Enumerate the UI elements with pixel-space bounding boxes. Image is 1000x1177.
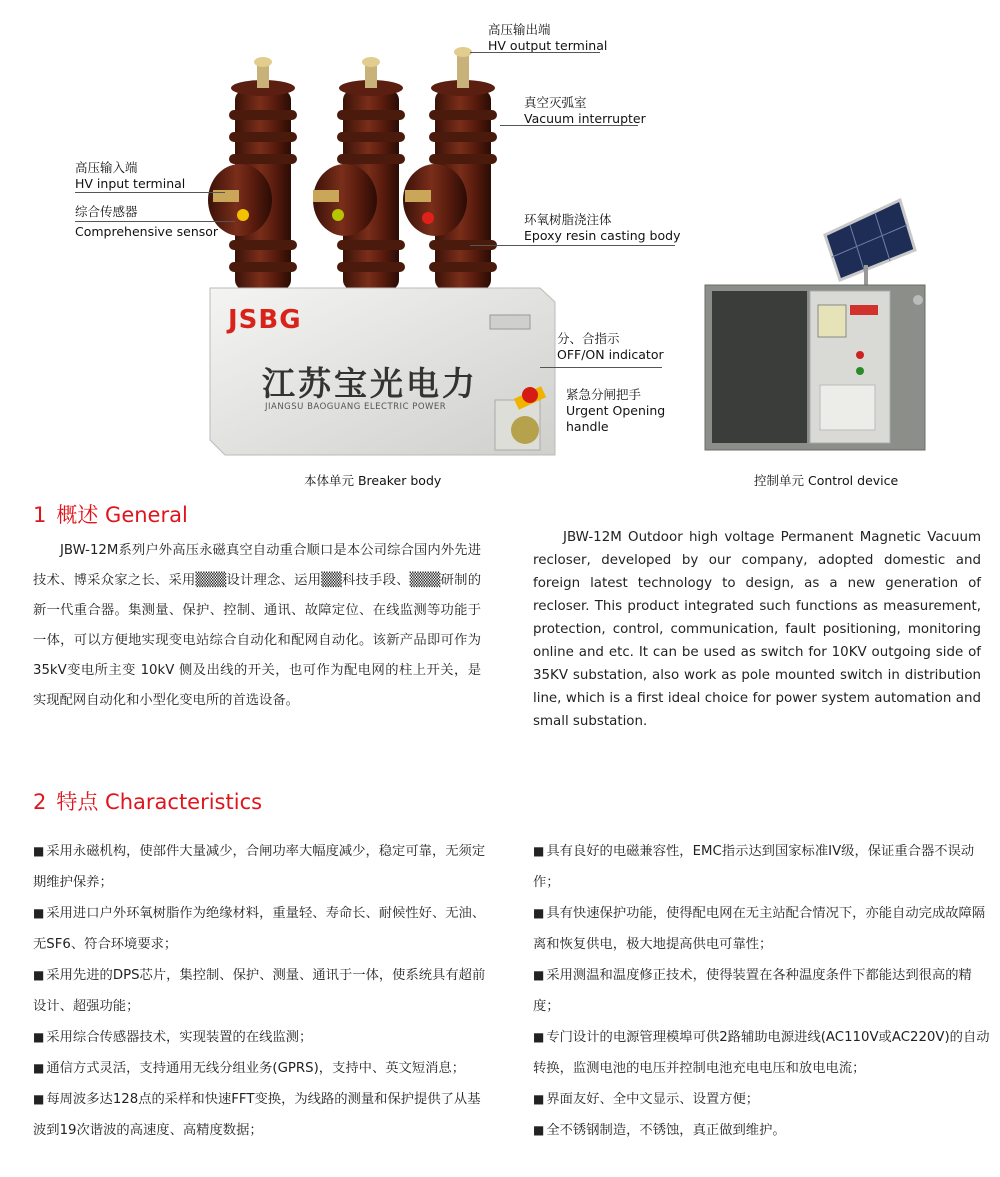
section-2-title	[33, 786, 262, 816]
section-number: 2	[33, 790, 47, 814]
list-item: ■ 界面友好、全中文显示、设置方便；	[533, 1092, 760, 1107]
company-name-en: JIANGSU BAOGUANG ELECTRIC POWER	[265, 402, 447, 412]
brand-logo: JSBG	[228, 305, 302, 335]
bullet-icon: ■	[533, 906, 545, 920]
list-item: ■ 采用进口户外环氧树脂作为绝缘材料，重量轻、寿命长、耐候性好、无油、无SF6、符合环境要求；	[33, 906, 486, 952]
caption-control-device: 控制单元 Control device	[754, 473, 899, 488]
callout-sensor: 综合传感器	[75, 204, 138, 219]
product-figure	[0, 0, 1000, 495]
section-title-text: 特点 Characteristics	[56, 790, 263, 814]
list-item: ■ 专门设计的电源管理模埠可供2路辅助电源进线(AC110V或AC220V)的自动转换，监测电池的电压并控制电池充电电压和放电电流；	[533, 1030, 990, 1076]
callout-handle: 紧急分闸把手 Urgent Opening handle	[566, 387, 666, 434]
bullet-icon: ■	[533, 1092, 545, 1106]
leader-line	[540, 367, 662, 368]
characteristics-right-list	[533, 836, 990, 1146]
leader-line	[470, 245, 675, 246]
callout-indicator: 分、合指示 OFF/ON indicator	[557, 331, 664, 362]
section-1-en-paragraph: JBW-12M Outdoor high voltage Permanent Magnetic Vacuum recloser, developed by our company, adopted domestic and foreign latest technology to design, as a new generation of recloser. This product integrated such functions as measurement, protection, control, communication, fault positioning, monitoring online and etc. It can be used as switch for 10KV outgoing side of 35KV substation, also work as pole mounted switch in distribution line, which is a first ideal choice for power system automation and small substation.	[533, 530, 981, 729]
bullet-icon: ■	[33, 844, 45, 858]
bullet-icon: ■	[33, 1092, 45, 1106]
section-1-title	[33, 499, 188, 529]
bullet-icon: ■	[533, 1030, 545, 1044]
list-item: ■ 全不锈钢制造，不锈蚀，真正做到维护。	[533, 1123, 786, 1138]
list-item: ■ 采用测温和温度修正技术，使得装置在各种温度条件下都能达到很高的精度；	[533, 968, 972, 1014]
list-item: ■ 通信方式灵活，支持通用无线分组业务(GPRS)，支持中、英文短消息；	[33, 1061, 466, 1076]
bullet-icon: ■	[33, 968, 45, 982]
list-item: ■ 采用永磁机构，使部件大量减少，合闸功率大幅度减少，稳定可靠，无须定期维护保养；	[33, 844, 486, 890]
section-title-text: 概述 General	[56, 503, 188, 527]
bullet-icon: ■	[33, 1061, 45, 1075]
list-item: ■ 具有快速保护功能，使得配电网在无主站配合情况下，亦能自动完成故障隔离和恢复供电，极大地提高供电可靠性；	[533, 906, 986, 952]
bullet-icon: ■	[33, 1030, 45, 1044]
leader-line	[470, 52, 600, 53]
list-item: ■ 每周波多达128点的采样和快速FFT变换，为线路的测量和保护提供了从基波到19次谐波的高速度、高精度数据；	[33, 1092, 481, 1138]
bullet-icon: ■	[533, 844, 545, 858]
list-item: ■ 具有良好的电磁兼容性，EMC指示达到国家标准IV级，保证重合器不误动作；	[533, 844, 975, 890]
bullet-icon: ■	[533, 1123, 545, 1137]
leader-line	[500, 125, 638, 126]
caption-breaker-body: 本体单元 Breaker body	[304, 473, 442, 488]
control-device-image	[700, 195, 935, 460]
characteristics-left-list	[33, 836, 488, 1146]
section-number: 1	[33, 503, 47, 527]
list-item: ■ 采用先进的DPS芯片，集控制、保护、测量、通讯于一体，使系统具有超前设计、超强功能；	[33, 968, 486, 1014]
callout-hv-input: 高压输入端 HV input terminal	[75, 160, 186, 191]
callout-hv-output: 高压输出端 HV output terminal	[488, 22, 608, 53]
callout-vacuum-interrupter: 真空灭弧室 Vacuum interrupter	[524, 95, 646, 126]
bullet-icon: ■	[533, 968, 545, 982]
leader-line	[75, 221, 235, 222]
callout-epoxy: 环氧树脂浇注体 Epoxy resin casting body	[524, 212, 681, 243]
company-name-zh: 江苏宝光电力	[262, 364, 478, 403]
leader-line	[75, 192, 225, 193]
list-item: ■ 采用综合传感器技术，实现装置的在线监测；	[33, 1030, 313, 1045]
callout-sensor-en: Comprehensive sensor	[75, 224, 219, 239]
section-1-zh-paragraph: JBW-12M系列户外高压永磁真空自动重合顺口是本公司综合国内外先进技术、博采众家之长、采用▒▒▒设计理念、运用▒▒科技手段、▒▒▒研制的新一代重合器。集测量、保护、控制、通讯、故障定位、在线监测等功能于一体，可以方便地实现变电站综合自动化和配网自动化。该新产品即可作为35kV变电所主变 10kV 侧及出线的开关，也可作为配电网的柱上开关，是实现配网自动化和小型化变电所的首选设备。	[33, 543, 481, 708]
bullet-icon: ■	[33, 906, 45, 920]
